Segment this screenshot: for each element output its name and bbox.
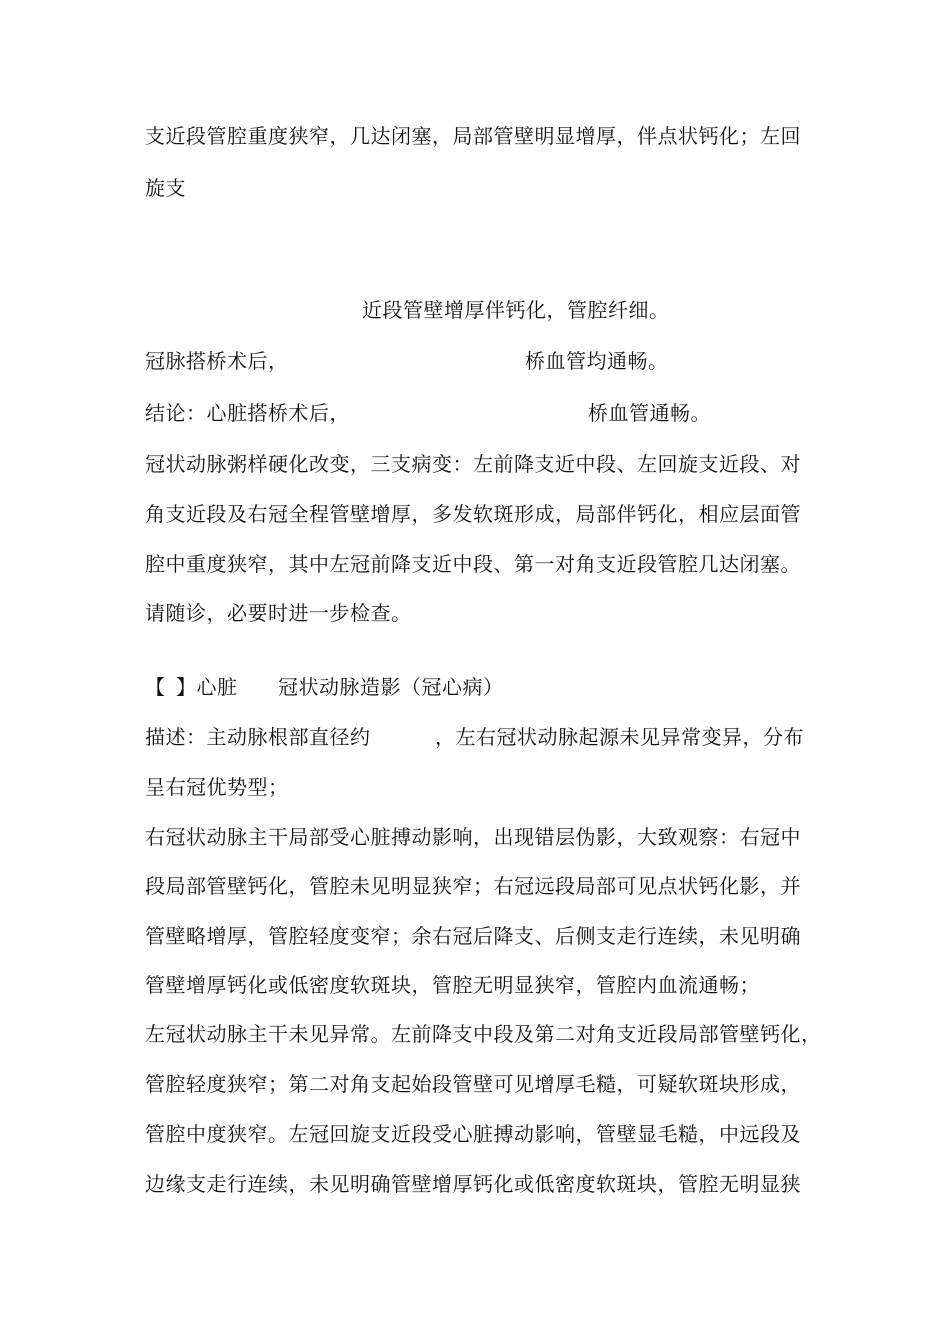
section-bracket-open: 【 bbox=[145, 675, 166, 699]
paragraph-line: 支近段管腔重度狭窄，几达闭塞，局部管壁明显增厚，伴点状钙化；左回 bbox=[145, 124, 801, 148]
paragraph-segment: 冠脉搭桥术后， bbox=[145, 349, 289, 373]
paragraph-line: 旋支 bbox=[145, 176, 186, 200]
paragraph-line: 角支近段及右冠全程管壁增厚，多发软斑形成，局部伴钙化，相应层面管 bbox=[145, 502, 801, 526]
paragraph-line: 管壁增厚钙化或低密度软斑块，管腔无明显狭窄，管腔内血流通畅； bbox=[145, 973, 760, 997]
paragraph-line: 管腔轻度狭窄；第二对角支起始段管壁可见增厚毛糙，可疑软斑块形成， bbox=[145, 1072, 801, 1096]
paragraph-line: 冠状动脉粥样硬化改变，三支病变：左前降支近中段、左回旋支近段、对 bbox=[145, 452, 801, 476]
paragraph-line: 请随诊，必要时进一步检查。 bbox=[145, 601, 412, 625]
description-label: 描述：主动脉根部直径约 bbox=[145, 725, 371, 749]
paragraph-segment: 桥血管通畅。 bbox=[588, 401, 711, 425]
paragraph-segment: 桥血管均通畅。 bbox=[525, 349, 669, 373]
paragraph-line: 右冠状动脉主干局部受心脏搏动影响，出现错层伪影，大致观察：右冠中 bbox=[145, 825, 801, 849]
conclusion-label: 结论：心脏搭桥术后， bbox=[145, 401, 350, 425]
paragraph-line: 近段管壁增厚伴钙化，管腔纤细。 bbox=[362, 298, 670, 322]
paragraph-line: 管壁略增厚，管腔轻度变窄；余右冠后降支、后侧支走行连续，未见明确 bbox=[145, 924, 801, 948]
paragraph-line: 管腔中度狭窄。左冠回旋支近段受心脏搏动影响，管壁显毛糙，中远段及 bbox=[145, 1122, 801, 1146]
paragraph-line: 左冠状动脉主干未见异常。左前降支中段及第二对角支近段局部管壁钙化， bbox=[145, 1022, 822, 1046]
section-heading: 】心脏 bbox=[176, 675, 238, 699]
paragraph-segment: ，左右冠状动脉起源未见异常变异，分布 bbox=[435, 725, 804, 749]
paragraph-line: 呈右冠优势型； bbox=[145, 775, 289, 799]
paragraph-line: 腔中重度狭窄，其中左冠前降支近中段、第一对角支近段管腔几达闭塞。 bbox=[145, 552, 801, 576]
paragraph-line: 段局部管壁钙化，管腔未见明显狭窄；右冠远段局部可见点状钙化影，并 bbox=[145, 874, 801, 898]
section-heading-title: 冠状动脉造影（冠心病） bbox=[278, 675, 504, 699]
paragraph-line: 边缘支走行连续，未见明确管壁增厚钙化或低密度软斑块，管腔无明显狭 bbox=[145, 1172, 801, 1196]
